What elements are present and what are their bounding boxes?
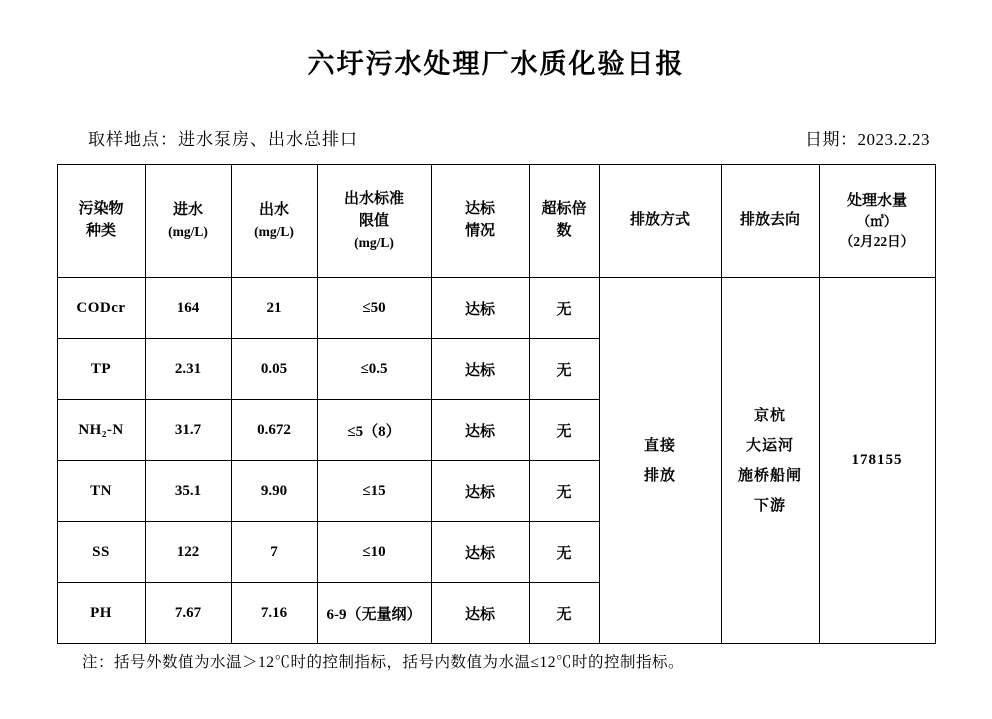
row-compliance-value: 达标: [431, 400, 529, 461]
row-effluent-value: 21: [231, 278, 317, 339]
header-standard-unit: (mg/L): [354, 234, 394, 250]
report-date: 日期：2023.2.23: [805, 130, 930, 149]
row-pollutant-name: NH₂-N: [57, 400, 145, 461]
row-compliance-value: 达标: [431, 583, 529, 644]
row-effluent-value: 0.672: [231, 400, 317, 461]
header-volume-line1: 处理水量: [846, 192, 907, 209]
header-effluent: [231, 165, 317, 278]
row-pollutant-name: TN: [57, 461, 145, 522]
header-compliance-line2: 情况: [464, 223, 495, 239]
water-quality-table: [57, 164, 936, 644]
row-effluent-value: 9.90: [231, 461, 317, 522]
discharge-mode-line2: 排放: [643, 467, 676, 484]
header-standard: [317, 165, 431, 278]
header-effluent-unit: (mg/L): [254, 224, 294, 240]
row-influent-value: 7.67: [145, 583, 231, 644]
header-compliance-line1: 达标: [464, 201, 495, 218]
row-standard-value: ≤50: [317, 278, 431, 339]
row-effluent-value: 0.05: [231, 339, 317, 400]
header-influent: [145, 165, 231, 278]
header-volume-date: （2月22日）: [839, 233, 915, 249]
sampling-location: 取样地点：进水泵房、出水总排口: [88, 130, 358, 149]
row-standard-value: ≤10: [317, 522, 431, 583]
header-influent-line1: 进水: [172, 202, 203, 219]
row-influent-value: 2.31: [145, 339, 231, 400]
discharge-dest-line4: 下游: [753, 497, 786, 514]
discharge-mode-line1: 直接: [643, 437, 676, 454]
table-row: [57, 278, 935, 339]
header-effluent-line1: 出水: [258, 202, 289, 219]
header-volume-unit: （㎥）: [856, 214, 898, 230]
row-influent-value: 164: [145, 278, 231, 339]
row-exceed-value: 无: [529, 461, 599, 522]
row-compliance-value: 达标: [431, 339, 529, 400]
row-standard-value: ≤5（8）: [317, 400, 431, 461]
row-pollutant-name: SS: [57, 522, 145, 583]
row-influent-value: 122: [145, 522, 231, 583]
row-influent-value: 35.1: [145, 461, 231, 522]
header-exceed-line2: 数: [556, 223, 572, 239]
header-water-volume: [819, 165, 935, 278]
header-pollutant: [57, 165, 145, 278]
discharge-dest-line3: 施桥船闸: [737, 467, 802, 484]
discharge-mode-cell: [599, 278, 721, 644]
discharge-dest-cell: [721, 278, 819, 644]
header-discharge-dest: 排放去向: [721, 165, 819, 278]
row-pollutant-name: PH: [57, 583, 145, 644]
row-pollutant-name: TP: [57, 339, 145, 400]
row-effluent-value: 7.16: [231, 583, 317, 644]
meta-row: [0, 125, 992, 150]
row-compliance-value: 达标: [431, 278, 529, 339]
row-influent-value: 31.7: [145, 400, 231, 461]
document-page: [0, 42, 992, 719]
header-standard-line2: 限值: [358, 213, 389, 230]
discharge-dest-line2: 大运河: [745, 437, 794, 454]
row-standard-value: 6-9（无量纲）: [317, 583, 431, 644]
row-exceed-value: 无: [529, 400, 599, 461]
row-exceed-value: 无: [529, 583, 599, 644]
header-pollutant-line2: 种类: [85, 223, 116, 239]
header-influent-unit: (mg/L): [168, 224, 208, 240]
row-compliance-value: 达标: [431, 461, 529, 522]
header-compliance: [431, 165, 529, 278]
header-pollutant-line1: 污染物: [78, 201, 124, 218]
table-note: 注：括号外数值为水温＞12℃时的控制指标，括号内数值为水温≤12℃时的控制指标。: [82, 654, 685, 671]
page-title: 六圩污水处理厂水质化验日报: [307, 49, 685, 79]
row-effluent-value: 7: [231, 522, 317, 583]
row-pollutant-name: CODcr: [57, 278, 145, 339]
table-header-row: [57, 165, 935, 278]
water-volume-cell: 178155: [819, 278, 935, 644]
row-compliance-value: 达标: [431, 522, 529, 583]
header-exceed-line1: 超标倍: [541, 201, 587, 218]
row-exceed-value: 无: [529, 278, 599, 339]
header-exceed: [529, 165, 599, 278]
discharge-dest-line1: 京杭: [753, 407, 786, 424]
row-standard-value: ≤15: [317, 461, 431, 522]
row-exceed-value: 无: [529, 339, 599, 400]
row-exceed-value: 无: [529, 522, 599, 583]
header-discharge-mode: 排放方式: [599, 165, 721, 278]
header-standard-line1: 出水标准: [343, 191, 404, 208]
row-standard-value: ≤0.5: [317, 339, 431, 400]
